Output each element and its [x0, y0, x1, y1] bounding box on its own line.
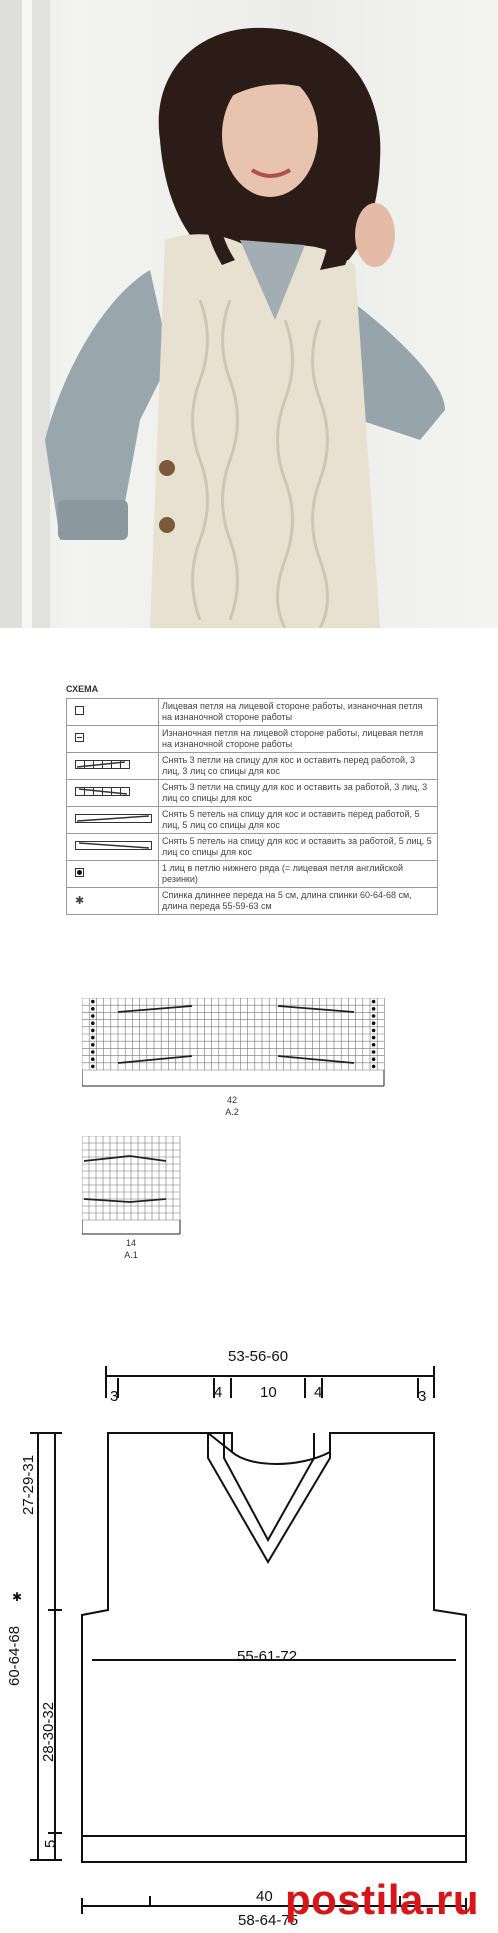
cable-3-back-icon [67, 780, 159, 807]
schematic-width-chest: 55-61-72 [237, 1648, 298, 1665]
schematic-top-mid-left: 4 [214, 1384, 223, 1401]
purl-stitch-icon [67, 726, 159, 753]
watermark: postila.ru [285, 1876, 480, 1923]
cable-5-back-icon [67, 834, 159, 861]
schematic-top-left: 3 [110, 1388, 119, 1405]
legend-row: Снять 5 петель на спицу для кос и оставить за работой, 5 лиц, 5 лиц со спицы для кос [67, 834, 438, 861]
legend-row: 1 лиц в петлю нижнего ряда (= лицевая петля английской резинки) [67, 861, 438, 888]
legend-title: СХЕМА [66, 684, 99, 694]
chart-a1-name: A.1 [124, 1250, 138, 1260]
schematic-bottom-inner: 40 [256, 1888, 273, 1905]
legend-row: Изнаночная петля на лицевой стороне работы, лицевая петля на изнаночной стороне работы [67, 726, 438, 753]
schematic-top-mid-right: 4 [314, 1384, 323, 1401]
knit-stitch-icon [67, 699, 159, 726]
chart-a1-stitch-count: 14 [125, 1238, 136, 1248]
schematic-side-total: 60-64-68 [6, 1625, 23, 1686]
chart-a1-grid [82, 1136, 186, 1236]
cable-3-front-icon [67, 753, 159, 780]
legend [66, 684, 438, 915]
legend-row: Снять 5 петель на спицу для кос и оставить перед работой, 5 лиц, 5 лиц со спицы для кос [67, 807, 438, 834]
chart-a2-name: A.2 [225, 1107, 239, 1117]
cable-5-front-icon [67, 807, 159, 834]
schematic-side-star: ✱ [12, 1590, 23, 1604]
schematic-top-right: 3 [418, 1388, 427, 1405]
chart-a2-stitch-count: 42 [226, 1095, 237, 1105]
asterisk-icon: ✱ [67, 888, 159, 915]
chart-a2-grid [82, 998, 386, 1088]
legend-row: Лицевая петля на лицевой стороне работы, изнаночная петля на изнаночной стороне работы [67, 699, 438, 726]
legend-table [66, 698, 438, 915]
knit-below-icon [67, 861, 159, 888]
schematic-side-rib: 5 [42, 1839, 59, 1848]
legend-row: Снять 3 петли на спицу для кос и оставить за работой, 3 лиц, 3 лиц со спицы для кос [67, 780, 438, 807]
schematic-side-upper: 27-29-31 [20, 1454, 37, 1515]
schematic-bottom-total: 58-64-75 [238, 1912, 299, 1929]
vest-schematic [0, 1340, 498, 1933]
schematic-top-total: 53-56-60 [228, 1348, 289, 1365]
schematic-top-center: 10 [260, 1384, 277, 1401]
model-photo [0, 0, 498, 628]
schematic-side-lower: 28-30-32 [40, 1701, 57, 1762]
legend-row: ✱ Спинка длиннее переда на 5 см, длина спинки 60-64-68 см, длина переда 55-59-63 см [67, 888, 438, 915]
legend-row: Снять 3 петли на спицу для кос и оставить перед работой, 3 лиц, 3 лиц со спицы для кос [67, 753, 438, 780]
